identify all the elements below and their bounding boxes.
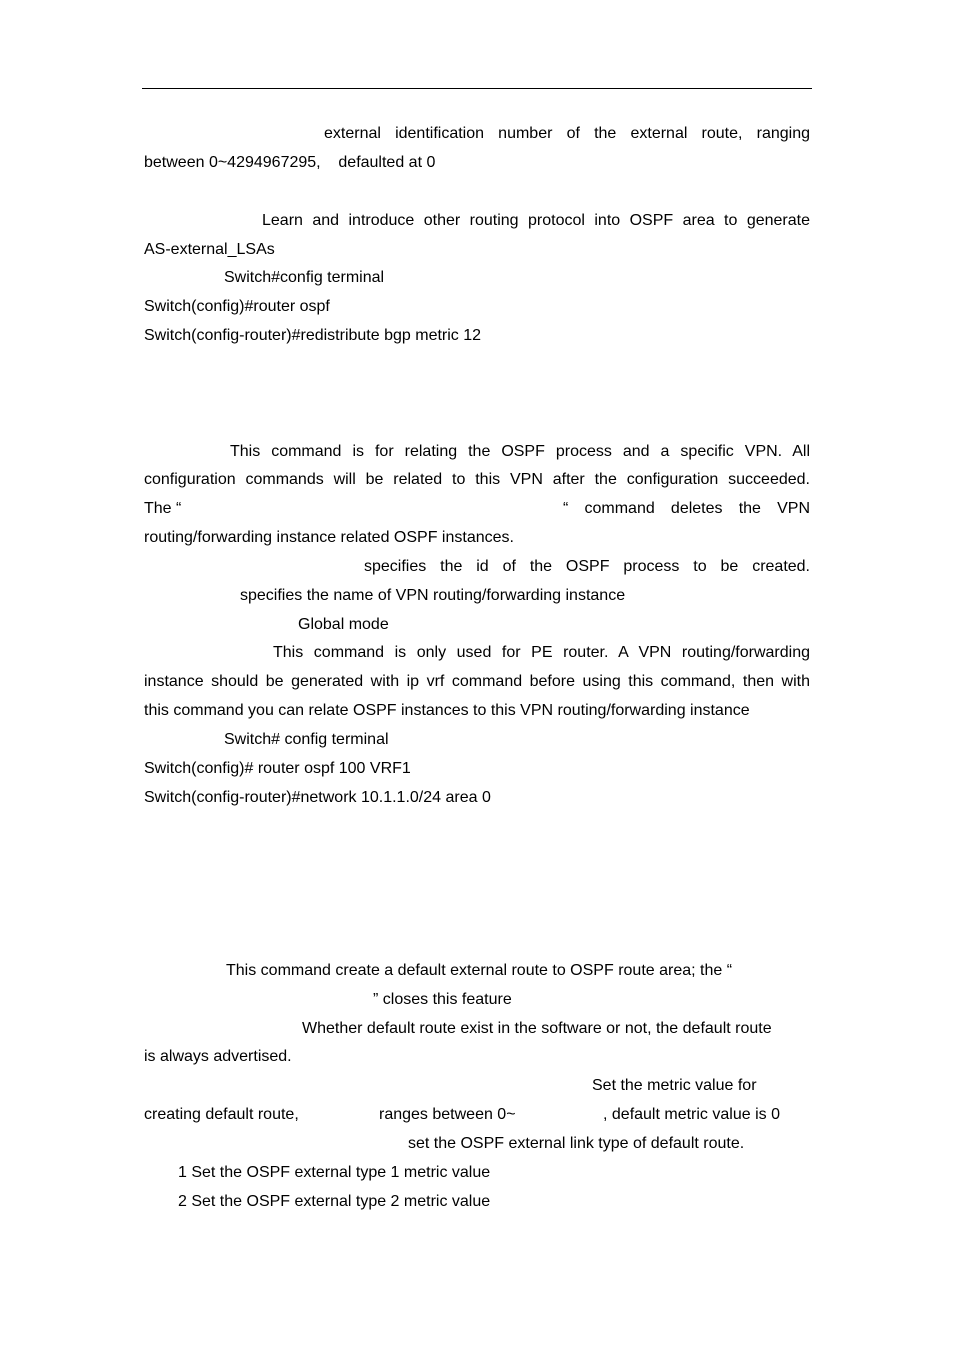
paragraph-line: between 0~4294967295, defaulted at 0 (144, 154, 436, 171)
paragraph-line: this command you can relate OSPF instances to this VPN routing/forwarding instance (144, 702, 750, 719)
code-line: Switch(config-router)#redistribute bgp metric 12 (144, 327, 482, 344)
paragraph-line: specifies the id of the OSPF process to be created. (364, 558, 810, 575)
paragraph-line: Learn and introduce other routing protocol into OSPF area to generate (262, 212, 810, 229)
paragraph-line: The “ (144, 500, 182, 517)
code-line: Switch#config terminal (224, 269, 385, 286)
code-line: Switch(config)# router ospf 100 VRF1 (144, 760, 411, 777)
paragraph-line: Whether default route exist in the software or not, the default route (302, 1020, 772, 1037)
paragraph-line: configuration commands will be related to this VPN after the configuration succeeded. (144, 471, 810, 488)
paragraph-line: “ command deletes the VPN (563, 500, 810, 517)
paragraph-line: This command create a default external route to OSPF route area; the “ (226, 962, 733, 979)
paragraph-line: Global mode (298, 616, 389, 633)
paragraph-line: is always advertised. (144, 1048, 292, 1065)
list-item: 2 Set the OSPF external type 2 metric value (178, 1193, 491, 1210)
list-item: 1 Set the OSPF external type 1 metric value (178, 1164, 491, 1181)
paragraph-line: ” closes this feature (373, 991, 512, 1008)
paragraph-line: ranges between 0~ (379, 1106, 516, 1123)
paragraph-line: , default metric value is 0 (603, 1106, 780, 1123)
paragraph-line: specifies the name of VPN routing/forwarding instance (240, 587, 626, 604)
paragraph-line: instance should be generated with ip vrf command before using this command, then with (144, 673, 810, 690)
header-rule (142, 88, 812, 89)
paragraph-line: set the OSPF external link type of default route. (408, 1135, 745, 1152)
paragraph-line: AS-external_LSAs (144, 241, 275, 258)
paragraph-line: creating default route, (144, 1106, 299, 1123)
paragraph-line: Set the metric value for (592, 1077, 757, 1094)
paragraph-line: external identification number of the external route, ranging (324, 125, 810, 142)
code-line: Switch(config-router)#network 10.1.1.0/24 area 0 (144, 789, 491, 806)
code-line: Switch(config)#router ospf (144, 298, 330, 315)
paragraph-line: routing/forwarding instance related OSPF instances. (144, 529, 514, 546)
paragraph-line: This command is only used for PE router. A VPN routing/forwarding (273, 644, 810, 661)
paragraph-line: This command is for relating the OSPF process and a specific VPN. All (230, 443, 810, 460)
code-line: Switch# config terminal (224, 731, 389, 748)
